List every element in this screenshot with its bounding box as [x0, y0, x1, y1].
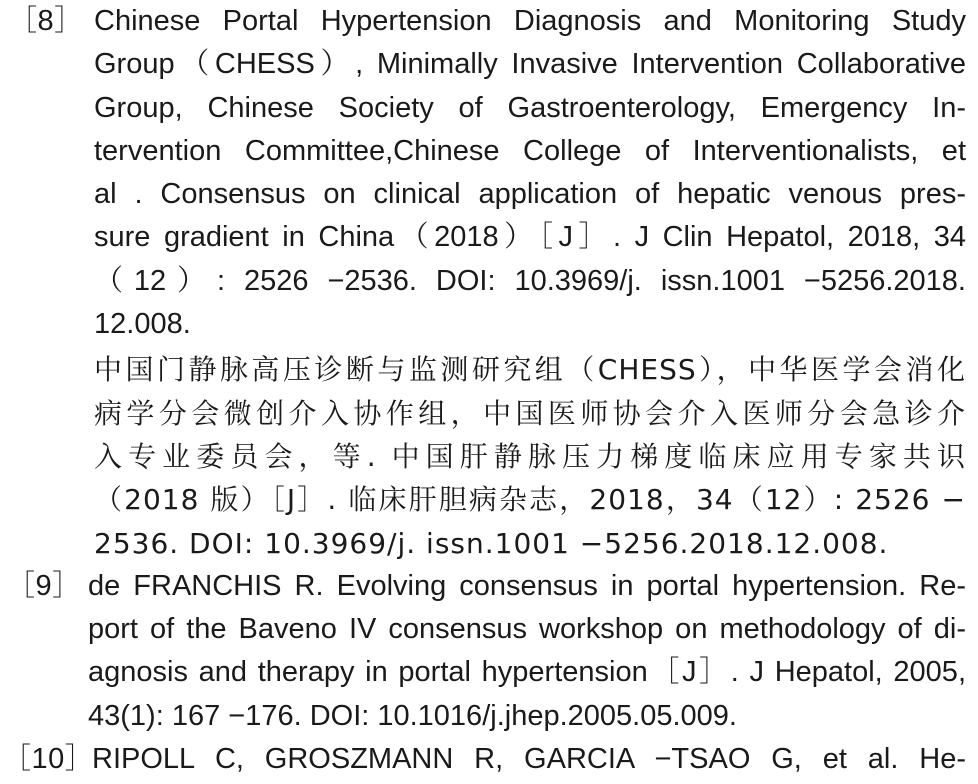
reference-item-9 [0, 565, 978, 738]
reference-text-line: port of the Baveno IV consensus workshop on methodology of di- [88, 613, 966, 646]
reference-text-line: 43(1): 167 −176. DOI: 10.1016/j.jhep.2005.05.009. [88, 699, 737, 732]
reference-chinese-line: 中国门静脉高压诊断与监测研究组（CHESS），中华医学会消化 [94, 353, 966, 387]
reference-text-line: de FRANCHIS R. Evolving consensus in portal hypertension. Re- [88, 569, 966, 602]
reference-text-line: sure gradient in China（2018）［J］. J Clin Hepatol, 2018, 34 [94, 221, 966, 254]
reference-text-line: tervention Committee,Chinese College of Interventionalists, et [94, 134, 966, 167]
reference-body [92, 738, 966, 781]
reference-chinese-line: 入专业委员会，等. 中国肝静脉压力梯度临床应用专家共识 [94, 439, 966, 473]
reference-text-line: Group（CHESS）, Minimally Invasive Intervention Collaborative [94, 48, 966, 81]
reference-text-line: agnosis and therapy in portal hypertension［J］. J Hepatol, 2005, [88, 656, 966, 689]
reference-text-line: al . Consensus on clinical application of hepatic venous pres- [94, 178, 966, 211]
reference-item-10 [0, 738, 978, 781]
reference-text-line: Chinese Portal Hypertension Diagnosis and Monitoring Study [94, 5, 966, 37]
reference-text-line: RIPOLL C, GROSZMANN R, GARCIA −TSAO G, et al. He- [92, 743, 966, 776]
reference-text-line: 12.008. [94, 308, 191, 341]
reference-body [94, 0, 966, 565]
reference-chinese-line: 病学分会微创介入协作组，中国医师协会介入医师分会急诊介 [94, 396, 966, 430]
reference-body [88, 565, 966, 738]
reference-number: ［10］ [2, 743, 95, 776]
reference-text-line: Group, Chinese Society of Gastroenterology, Emergency In- [94, 91, 966, 124]
reference-text-line: （12）: 2526 −2536. DOI: 10.3969/j. issn.1001 −5256.2018. [94, 264, 966, 297]
reference-number: ［9］ [6, 569, 82, 602]
reference-chinese-line: 2536. DOI: 10.3969/j. issn.1001 −5256.2018.12.008. [94, 526, 889, 560]
reference-number: ［8］ [8, 5, 84, 37]
reference-chinese-line: （2018 版）［J］. 临床肝胆病杂志，2018，34（12）: 2526 − [94, 483, 966, 517]
